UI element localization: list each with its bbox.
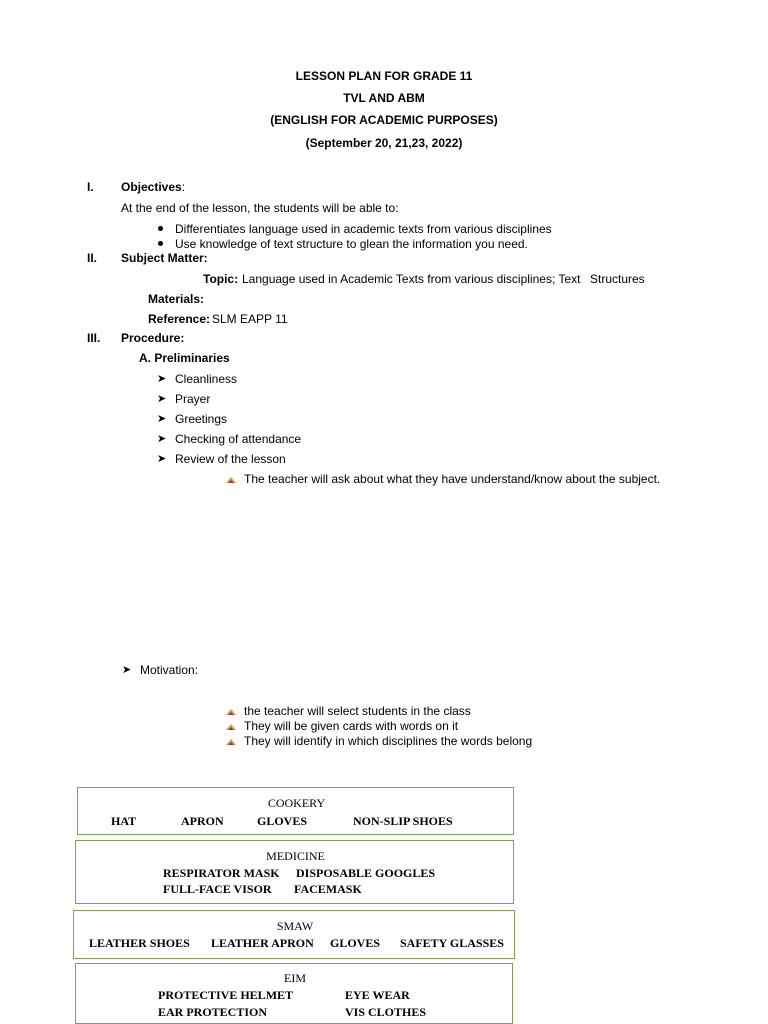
medicine-word: DISPOSABLE GOOGLES (296, 866, 436, 880)
preliminaries-heading: A. Preliminaries (139, 351, 230, 365)
smaw-word: GLOVES (330, 936, 381, 950)
arrow-bullet-icon: ➤ (157, 453, 167, 465)
objectives-title: Objectives (121, 180, 182, 194)
objective-item-2: Use knowledge of text structure to glean the information you need. (175, 237, 528, 251)
medicine-word: RESPIRATOR MASK (163, 866, 280, 880)
smaw-title: SMAW (276, 919, 314, 933)
motivation-note-1: the teacher will select students in the class (244, 704, 471, 718)
prelim-item-2: Prayer (175, 392, 211, 406)
smaw-word: LEATHER APRON (211, 936, 314, 950)
subject-number: II. (87, 251, 98, 265)
medicine-word: FACEMASK (294, 882, 362, 896)
smaw-word: SAFETY GLASSES (400, 936, 504, 950)
objectives-intro: At the end of the lesson, the students will be able to: (121, 201, 399, 215)
smaw-box (73, 910, 515, 959)
pointing-hand-icon (226, 738, 236, 746)
prelim-item-1: Cleanliness (175, 372, 238, 386)
cookery-box (77, 787, 514, 835)
arrow-bullet-icon: ➤ (122, 664, 132, 676)
title-line-3: (ENGLISH FOR ACADEMIC PURPOSES) (270, 113, 498, 127)
topic-value-continued: Structures (590, 272, 645, 286)
prelim-item-5: Review of the lesson (175, 452, 286, 466)
objectives-number: I. (87, 180, 94, 194)
procedure-title: Procedure: (121, 331, 185, 345)
prelim-item-4: Checking of attendance (175, 432, 302, 446)
arrow-bullet-icon: ➤ (157, 373, 167, 385)
cookery-title: COOKERY (267, 796, 326, 810)
arrow-bullet-icon: ➤ (157, 413, 167, 425)
pointing-hand-icon (226, 723, 236, 731)
eim-word: EAR PROTECTION (158, 1005, 268, 1019)
motivation-label: Motivation: (140, 663, 199, 677)
cookery-word: HAT (111, 814, 137, 828)
medicine-title: MEDICINE (266, 849, 325, 863)
pointing-hand-icon (226, 708, 236, 716)
objective-item-1: Differentiates language used in academic texts from various disciplines (175, 222, 552, 236)
bullet-dot (158, 226, 163, 231)
eim-box (75, 963, 513, 1024)
eim-word: PROTECTIVE HELMET (158, 988, 294, 1002)
eim-title: EIM (284, 971, 306, 985)
pointing-hand-icon (226, 476, 236, 484)
smaw-word: LEATHER SHOES (89, 936, 190, 950)
motivation-note-3: They will identify in which disciplines the words belong (244, 734, 533, 748)
eim-word: EYE WEAR (345, 988, 410, 1002)
medicine-word: FULL-FACE VISOR (163, 882, 272, 896)
title-line-4: (September 20, 21,23, 2022) (305, 136, 463, 150)
title-line-2: TVL AND ABM (343, 91, 425, 105)
materials-label: Materials: (148, 292, 205, 306)
motivation-note-2: They will be given cards with words on it (244, 719, 459, 733)
arrow-bullet-icon: ➤ (157, 433, 167, 445)
bullet-dot (158, 241, 163, 246)
reference-label: Reference: (148, 312, 211, 326)
title-line-1: LESSON PLAN FOR GRADE 11 (295, 69, 473, 83)
cookery-word: APRON (181, 814, 224, 828)
procedure-number: III. (87, 331, 101, 345)
objectives-heading (121, 180, 185, 194)
eim-word: VIS CLOTHES (345, 1005, 427, 1019)
medicine-box (75, 840, 514, 904)
review-note: The teacher will ask about what they have understand/know about the subject. (244, 472, 661, 486)
cookery-word: NON-SLIP SHOES (353, 814, 453, 828)
reference-value: SLM EAPP 11 (212, 312, 288, 326)
topic-label: Topic: (203, 272, 239, 286)
prelim-item-3: Greetings (175, 412, 228, 426)
cookery-word: GLOVES (257, 814, 308, 828)
subject-title: Subject Matter: (121, 251, 208, 265)
arrow-bullet-icon: ➤ (157, 393, 167, 405)
topic-value: Language used in Academic Texts from various disciplines; Text (242, 272, 581, 286)
objectives-colon: : (181, 180, 186, 194)
